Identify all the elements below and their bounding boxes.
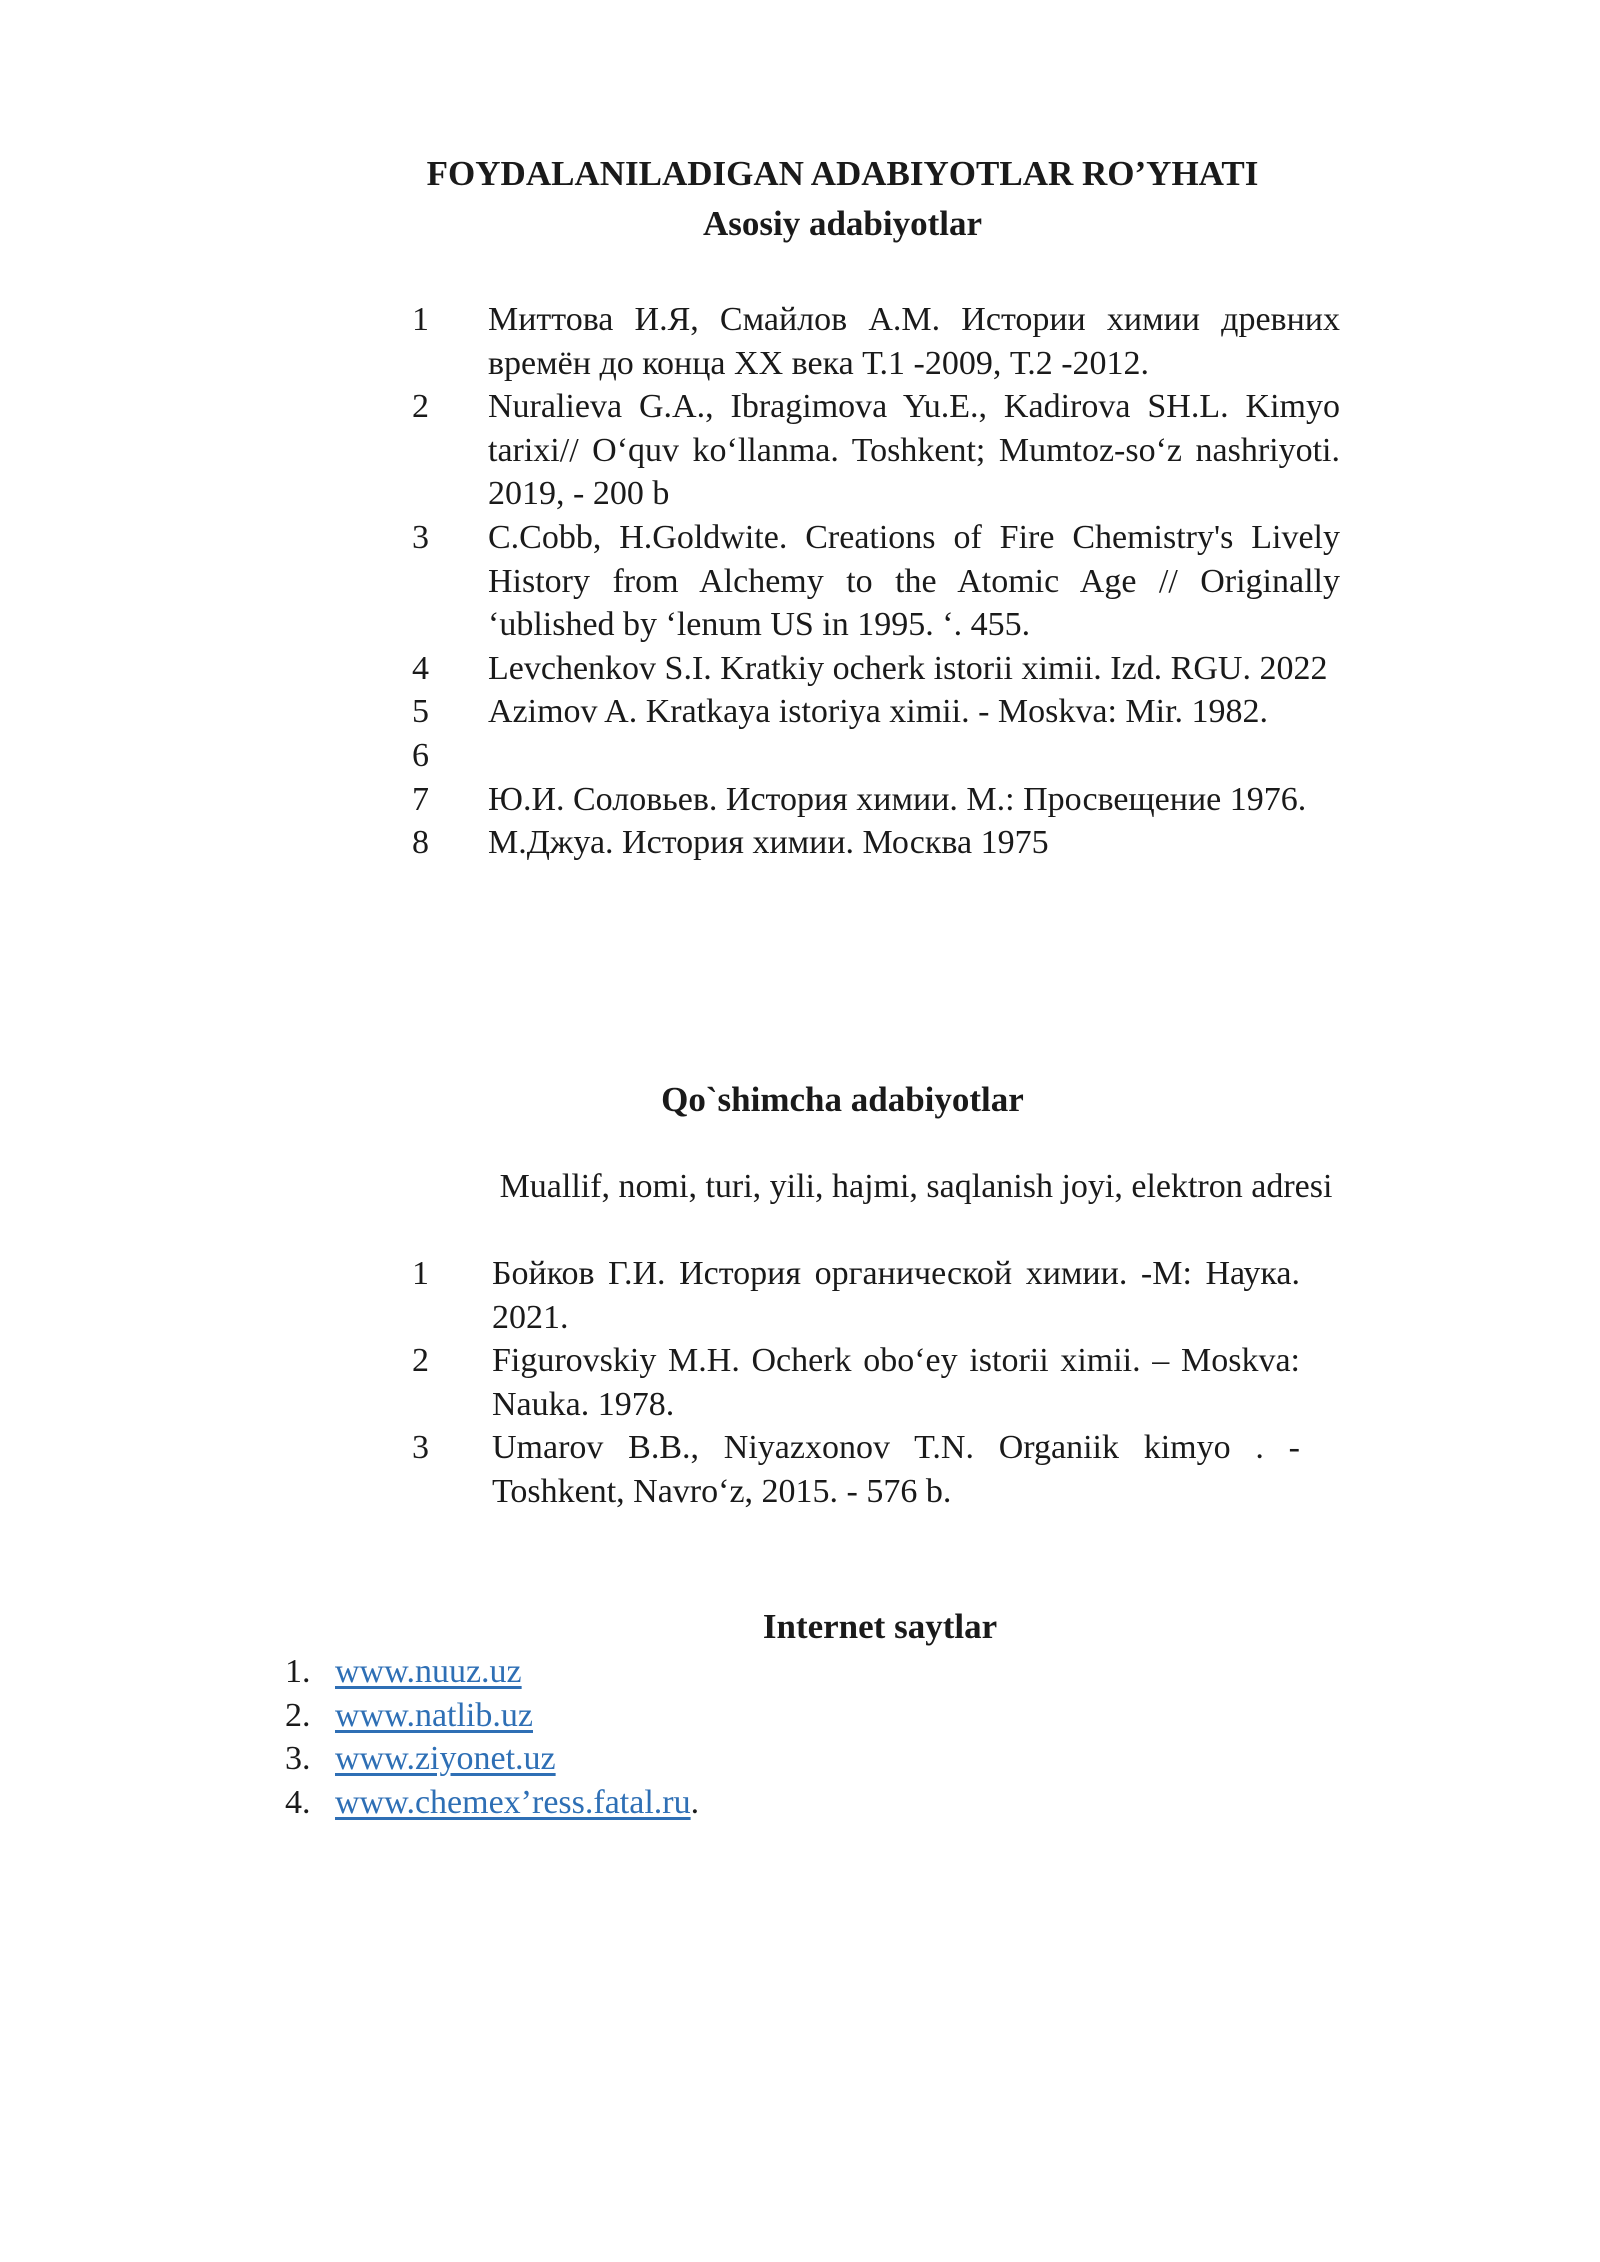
extra-literature-heading: Qo`shimcha adabiyotlar <box>661 1080 1024 1119</box>
list-item <box>400 1426 1300 1513</box>
item-text: Миттова И.Я, Смайлов А.М. Истории химии древних времён до конца XX века Т.1 -2009, Т.2 -2012. <box>488 301 1340 382</box>
list-item <box>400 734 1340 778</box>
main-literature-heading: Asosiy adabiyotlar <box>702 204 983 243</box>
site-link[interactable]: www.nuuz.uz <box>335 1653 522 1690</box>
item-text: Figurovskiy M.H. Ocherk obo‘ey istorii ximii. – Moskva: Nauka. 1978. <box>492 1342 1300 1423</box>
list-item <box>285 1737 699 1781</box>
item-number: 4 <box>412 649 429 687</box>
item-text: Ю.И. Соловьев. История химии. М.: Просвещение 1976. <box>488 780 1307 818</box>
list-item <box>400 778 1340 822</box>
item-number: 1. <box>285 1653 311 1690</box>
site-link[interactable]: www.ziyonet.uz <box>335 1740 556 1778</box>
internet-sites-heading: Internet saytlar <box>762 1607 998 1646</box>
item-text: М.Джуа. История химии. Москва 1975 <box>488 824 1049 862</box>
item-number: 2 <box>412 388 429 426</box>
item-number: 6 <box>412 736 429 774</box>
site-link[interactable]: www.chemex’ress.fatal.ru <box>335 1783 691 1821</box>
list-item <box>285 1781 699 1825</box>
item-number: 7 <box>412 780 429 818</box>
internet-sites-list <box>285 1650 699 1824</box>
list-item <box>400 647 1340 691</box>
item-number: 3 <box>412 518 429 556</box>
list-item <box>400 1339 1300 1426</box>
item-number: 4. <box>285 1783 311 1821</box>
item-number: 5 <box>412 693 429 731</box>
item-text: Бойков Г.И. История органической химии. -М: Наука. 2021. <box>492 1255 1300 1336</box>
list-item <box>400 298 1340 385</box>
item-text: Azimov A. Kratkaya istoriya ximii. - Moskva: Mir. 1982. <box>488 693 1269 731</box>
list-item <box>400 1252 1300 1339</box>
item-number: 3. <box>285 1740 311 1778</box>
main-literature-list <box>400 298 1340 865</box>
item-number: 2 <box>412 1342 429 1380</box>
list-item <box>400 690 1340 734</box>
item-number: 8 <box>412 824 429 862</box>
extra-literature-list <box>400 1252 1300 1514</box>
item-number: 2. <box>285 1696 311 1734</box>
item-number: 1 <box>412 1255 429 1292</box>
list-item <box>400 385 1340 516</box>
item-text: Levchenkov S.I. Kratkiy ocherk istorii ximii. Izd. RGU. 2022 <box>488 649 1328 687</box>
item-number: 1 <box>412 301 429 338</box>
item-number: 3 <box>412 1429 429 1467</box>
list-item <box>400 821 1340 865</box>
list-item <box>285 1694 699 1738</box>
site-link[interactable]: www.natlib.uz <box>335 1696 533 1734</box>
item-text <box>488 734 1340 778</box>
item-text: C.Cobb, H.Goldwite. Creations of Fire Chemistry's Lively History from Alchemy to the Atomic Age // Originally ‘ublished by ‘lenum US in 1995. ‘. 455. <box>488 518 1340 644</box>
extra-literature-column-header: Muallif, nomi, turi, yili, hajmi, saqlanish joyi, elektron adresi <box>499 1168 1333 1205</box>
item-text: Nuralieva G.A., Ibragimova Yu.E., Kadirova SH.L. Kimyo tarixi// O‘quv ko‘llanma. Toshkent; Mumtoz-so‘z nashriyoti. 2019, - 200 b <box>488 388 1340 513</box>
page-title: FOYDALANILADIGAN ADABIYOTLAR RO’YHATI <box>426 154 1259 193</box>
list-item <box>400 516 1340 647</box>
link-suffix: . <box>690 1783 700 1821</box>
list-item <box>285 1650 699 1694</box>
item-text: Umarov B.B., Niyazxonov T.N. Organiik kimyo . - Toshkent, Navro‘z, 2015. - 576 b. <box>492 1429 1300 1510</box>
